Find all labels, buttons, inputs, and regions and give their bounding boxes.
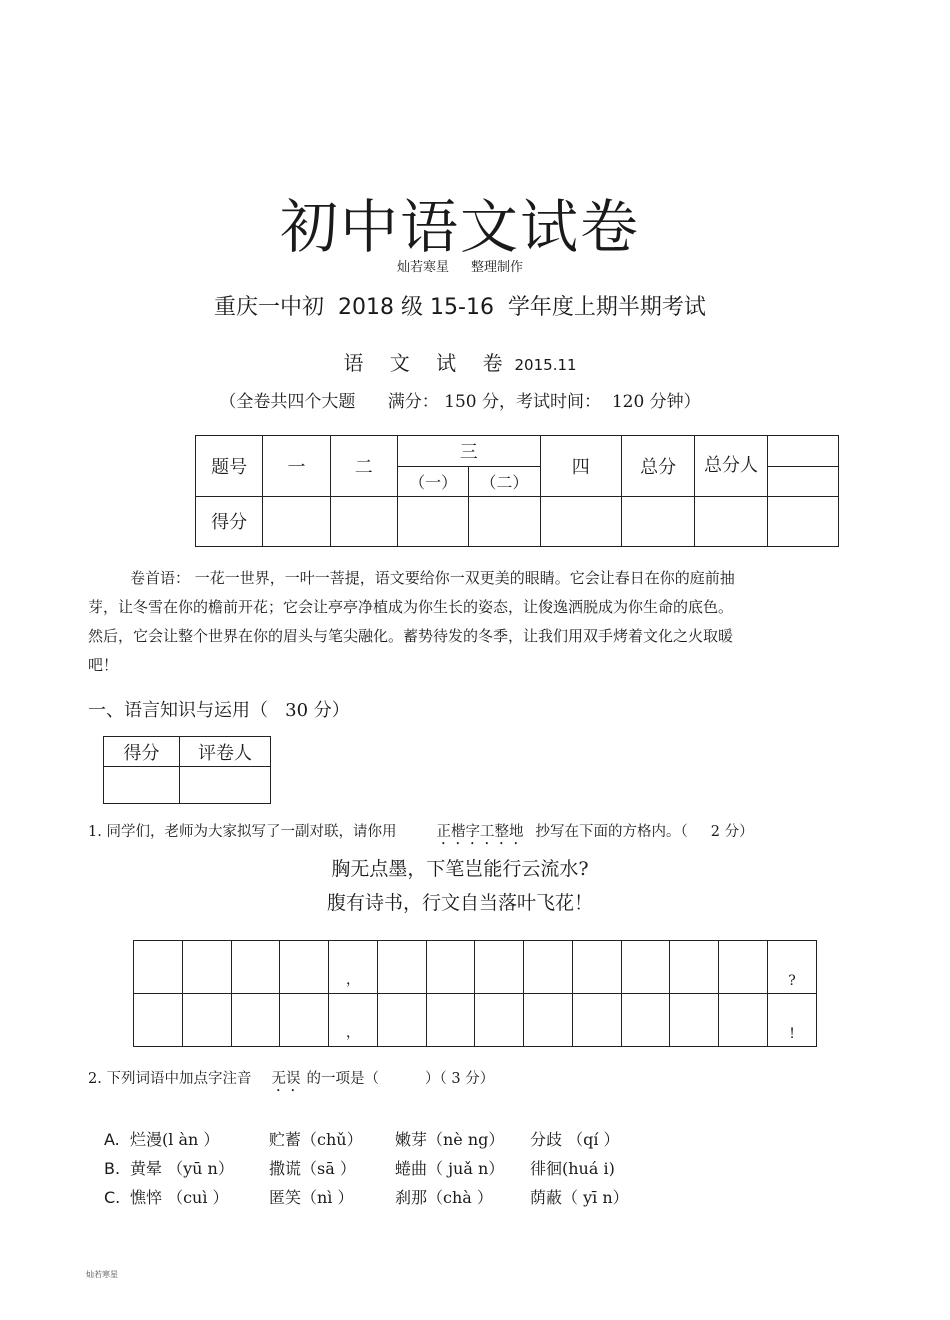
answer-options <box>104 1125 650 1212</box>
option-word: 匿笑（nì ） <box>269 1188 354 1207</box>
copy-grid-row <box>134 994 817 1047</box>
option-word: 撒谎（sā ） <box>269 1159 356 1178</box>
copy-grid <box>133 940 817 1047</box>
question-2-text-end: 的一项是（ ）（ 3 分） <box>306 1071 495 1087</box>
score-cell[interactable] <box>621 496 694 546</box>
copy-grid-cell[interactable] <box>231 994 280 1047</box>
preface-line: 然后，它会让整个世界在你的眉头与笔尖融化。蓄势待发的冬季，让我们用双手烤着文化之火取暖 <box>88 627 734 645</box>
option-a[interactable] <box>104 1125 650 1154</box>
couplet <box>0 852 920 920</box>
option-word: 刹那（chà ） <box>395 1188 493 1207</box>
copy-grid-cell[interactable] <box>134 994 183 1047</box>
question-2-text: 2. 下列词语中加点字注音 <box>88 1071 252 1087</box>
copy-grid-cell[interactable] <box>280 941 329 994</box>
option-word: 憔悴 （cuì ） <box>130 1188 229 1207</box>
exam-date: 2015.11 <box>514 356 577 374</box>
copy-grid-cell[interactable] <box>231 941 280 994</box>
option-word: 嫩芽（nè ng） <box>395 1130 505 1149</box>
copy-grid-cell[interactable] <box>572 941 621 994</box>
score-cell[interactable] <box>767 496 838 546</box>
score-cell[interactable] <box>540 496 621 546</box>
copy-grid-cell[interactable]: ， <box>329 994 378 1047</box>
exam-title: 重庆一中初 2018 级 15-16 学年度上期半期考试 <box>214 295 706 320</box>
question-1-text-end: 抄写在下面的方格内。（ 2 分） <box>535 824 754 840</box>
copy-grid-row <box>134 941 817 994</box>
copy-grid-cell[interactable] <box>182 994 231 1047</box>
score-table <box>195 435 839 547</box>
compiler-name: 灿若寒星 <box>396 260 449 275</box>
couplet-line-1: 胸无点墨，下笔岂能行云流水? <box>331 858 589 880</box>
subject-label: 语 文 试 卷 <box>343 351 513 375</box>
page-title: 初中语文试卷 <box>279 193 640 261</box>
question-1 <box>88 820 754 848</box>
preface-line: 芽，让冬雪在你的檐前开花；它会让亭亭净植成为你生长的姿态，让俊逸洒脱成为你生命的底色。 <box>88 598 734 616</box>
copy-grid-cell[interactable] <box>719 941 768 994</box>
question-2 <box>88 1067 494 1095</box>
subject-heading <box>0 347 920 376</box>
section-heading: 一、语言知识与运用（ 30 分） <box>88 700 350 721</box>
score-table-col-total: 总分 <box>621 436 694 497</box>
copy-grid-cell[interactable]: ! <box>768 994 817 1047</box>
copy-grid-cell[interactable] <box>377 994 426 1047</box>
copy-grid-cell[interactable] <box>524 994 573 1047</box>
preface-line: 吧！ <box>88 656 119 674</box>
copy-grid-cell[interactable] <box>572 994 621 1047</box>
option-letter: C. <box>104 1188 121 1207</box>
option-word: 烂漫(l àn ） <box>130 1130 220 1149</box>
score-table-col-3: 三 <box>397 436 540 467</box>
copy-grid-cell[interactable] <box>524 941 573 994</box>
exam-info: （全卷共四个大题 满分： 150 分，考试时间： 120 分钟） <box>219 392 701 412</box>
copy-grid-cell[interactable] <box>426 994 475 1047</box>
copy-grid-cell[interactable] <box>280 994 329 1047</box>
option-word: 徘徊(huá i) <box>530 1159 615 1178</box>
option-word: 荫蔽（ yī n） <box>530 1188 629 1207</box>
compiler-credit <box>0 256 920 275</box>
grader-table-score-label: 得分 <box>104 737 180 767</box>
score-table-col-grader: 总分人 <box>695 436 767 497</box>
option-letter: B. <box>104 1159 121 1178</box>
footer-credit: 灿若寒星 <box>86 1270 118 1279</box>
copy-grid-cell[interactable]: ， <box>329 941 378 994</box>
copy-grid-cell[interactable] <box>475 994 524 1047</box>
score-table-blank-cell <box>767 467 838 496</box>
grader-score-cell[interactable] <box>104 767 180 804</box>
score-table-col-2: 二 <box>330 436 397 497</box>
copy-grid-cell[interactable] <box>377 941 426 994</box>
preface <box>88 564 808 680</box>
copy-grid-cell[interactable] <box>182 941 231 994</box>
preface-line: 卷首语： 一花一世界，一叶一菩提，语文要给你一双更美的眼睛。它会让春日在你的庭前抽 <box>130 569 735 587</box>
grader-name-cell[interactable] <box>180 767 271 804</box>
score-table-sub-col-2: （二） <box>469 467 540 496</box>
copy-grid-cell[interactable] <box>719 994 768 1047</box>
option-word: 分歧 （qí ） <box>530 1130 620 1149</box>
score-cell[interactable] <box>263 496 330 546</box>
compiler-note: 整理制作 <box>471 260 524 275</box>
grader-table <box>103 736 271 804</box>
option-word: 贮蓄（chǔ） <box>269 1130 363 1149</box>
score-table-score-label: 得分 <box>196 496 263 546</box>
couplet-line-2: 腹有诗书，行文自当落叶飞花！ <box>326 892 593 914</box>
score-table-sub-col-1: （一） <box>397 467 468 496</box>
option-letter: A. <box>104 1130 120 1149</box>
score-table-blank-cell <box>767 436 838 467</box>
copy-grid-cell[interactable] <box>475 941 524 994</box>
copy-grid-cell[interactable] <box>621 994 670 1047</box>
question-2-emphasis: 无误 <box>271 1071 301 1087</box>
score-cell[interactable] <box>695 496 767 546</box>
score-table-col-1: 一 <box>263 436 330 497</box>
option-b[interactable] <box>104 1154 650 1183</box>
copy-grid-cell[interactable] <box>670 941 719 994</box>
score-cell[interactable] <box>469 496 540 546</box>
copy-grid-cell[interactable] <box>621 941 670 994</box>
score-table-row-label: 题号 <box>196 436 263 497</box>
copy-grid-cell[interactable] <box>134 941 183 994</box>
score-table-col-4: 四 <box>540 436 621 497</box>
score-cell[interactable] <box>330 496 397 546</box>
option-word: 黄晕 （yū n） <box>130 1159 234 1178</box>
option-c[interactable] <box>104 1183 650 1212</box>
option-word: 蜷曲（ juǎ n） <box>395 1159 505 1178</box>
copy-grid-cell[interactable] <box>670 994 719 1047</box>
copy-grid-cell[interactable] <box>426 941 475 994</box>
question-1-emphasis: 正楷字工整地 <box>436 824 524 840</box>
grader-table-grader-label: 评卷人 <box>180 737 271 767</box>
copy-grid-cell[interactable]: ? <box>768 941 817 994</box>
score-cell[interactable] <box>397 496 468 546</box>
question-1-text: 1. 同学们，老师为大家拟写了一副对联，请你用 <box>88 824 397 840</box>
